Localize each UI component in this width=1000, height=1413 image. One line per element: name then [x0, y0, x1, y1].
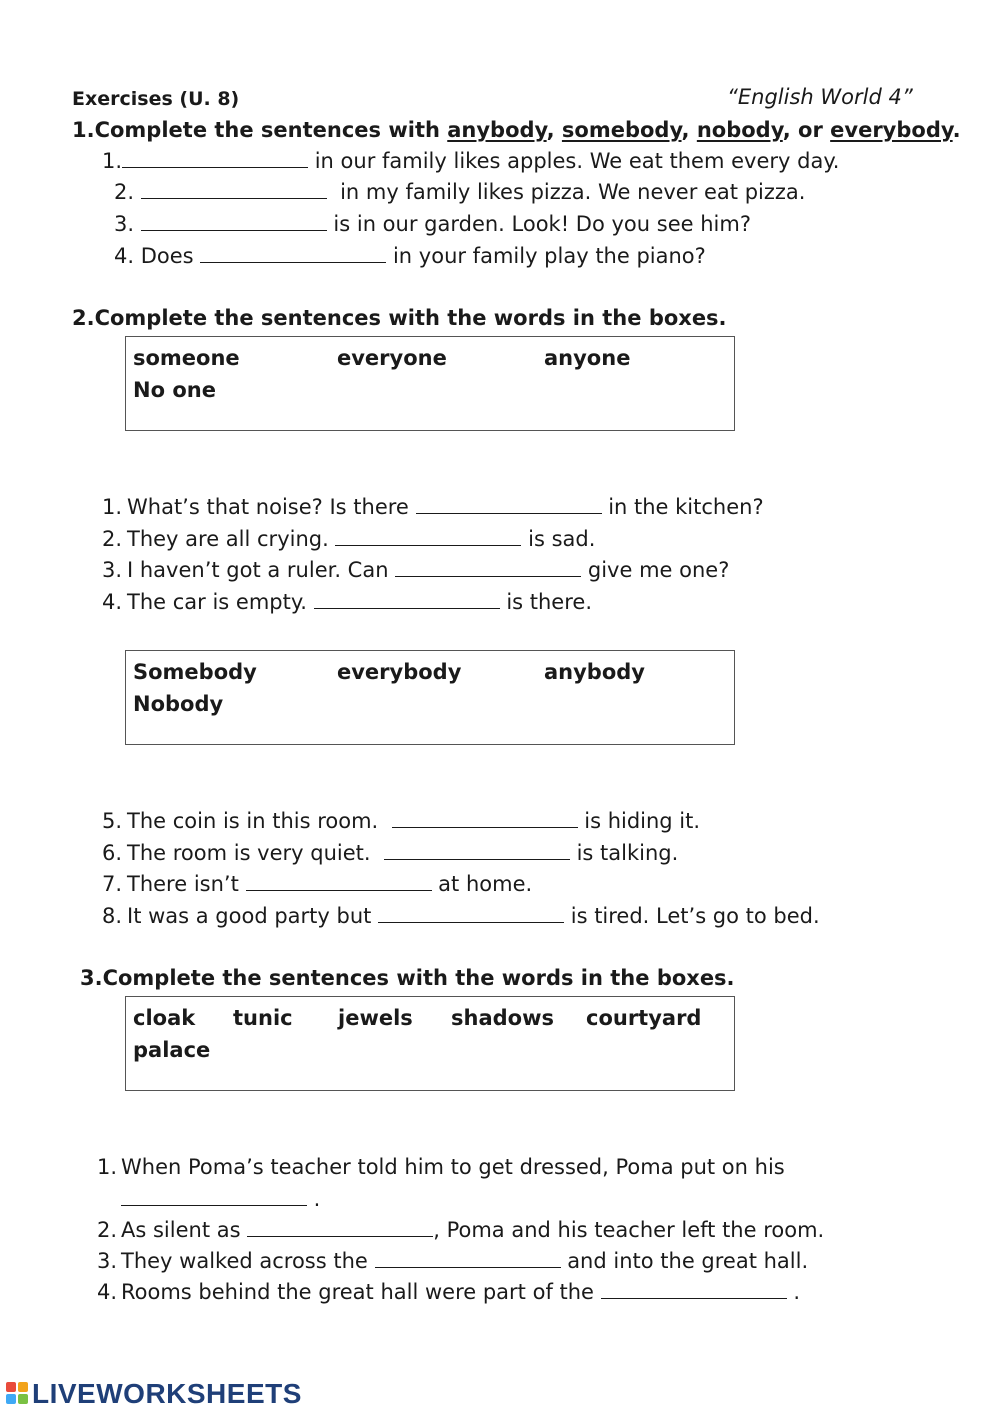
answer-blank[interactable]	[395, 558, 581, 577]
word-box-item: anybody	[544, 660, 645, 684]
logo-square	[18, 1382, 28, 1392]
ex3-sentence: 1. When Poma’s teacher told him to get dressed, Poma put on his	[97, 1155, 785, 1179]
ex3-sentence: 4. Rooms behind the great hall were part of the .	[97, 1280, 801, 1304]
word-box-item: jewels	[338, 1006, 413, 1030]
exercise-header: Exercises (U. 8)	[72, 88, 240, 110]
logo-square	[6, 1394, 16, 1404]
answer-blank[interactable]	[121, 1187, 307, 1206]
liveworksheets-logo[interactable]	[6, 1379, 302, 1409]
word-box-item: Nobody	[133, 692, 224, 716]
answer-blank[interactable]	[378, 904, 564, 923]
logo-square	[18, 1394, 28, 1404]
answer-blank[interactable]	[200, 244, 386, 263]
word-box-item: cloak	[133, 1006, 196, 1030]
word-box-item: anyone	[544, 346, 631, 370]
word-box-item: tunic	[233, 1006, 293, 1030]
answer-blank[interactable]	[601, 1280, 787, 1299]
logo-text: LIVEWORKSHEETS	[32, 1378, 302, 1409]
ex1-sentence: 3. is in our garden. Look! Do you see him?	[114, 212, 751, 236]
ex2-sentence: 6. The room is very quiet. is talking.	[102, 841, 679, 865]
ex2-sentence: 5. The coin is in this room. is hiding it.	[102, 809, 701, 833]
answer-blank[interactable]	[384, 841, 570, 860]
word-box-item: palace	[133, 1038, 211, 1062]
word-box-item: everybody	[337, 660, 462, 684]
word-everybody: everybody	[830, 118, 953, 142]
book-title: “English World 4”	[727, 85, 913, 109]
ex3-sentence: 3. They walked across the and into the great hall.	[97, 1249, 809, 1273]
answer-blank[interactable]	[314, 590, 500, 609]
ex2-sentence: 8. It was a good party but is tired. Let’s go to bed.	[102, 904, 820, 928]
word-box-item: everyone	[337, 346, 447, 370]
logo-grid-icon	[6, 1382, 30, 1406]
ex1-sentence: 1. in our family likes apples. We eat them every day.	[102, 149, 840, 173]
word-nobody: nobody	[696, 118, 783, 142]
word-box-1	[125, 336, 735, 431]
word-box-item: Somebody	[133, 660, 257, 684]
ex3-sentence-continuation: .	[121, 1186, 320, 1212]
exercise-1-title: 1.Complete the sentences with anybody, somebody, nobody, or everybody.	[72, 118, 961, 142]
word-box-2	[125, 650, 735, 745]
exercise-2-title: 2.Complete the sentences with the words in the boxes.	[72, 306, 727, 330]
answer-blank[interactable]	[122, 149, 308, 168]
word-box-item: someone	[133, 346, 240, 370]
word-box-item: shadows	[451, 1006, 554, 1030]
ex1-sentence: 2. in my family likes pizza. We never eat pizza.	[114, 180, 806, 204]
answer-blank[interactable]	[416, 495, 602, 514]
word-box-item: No one	[133, 378, 216, 402]
ex2-sentence: 4. The car is empty. is there.	[102, 590, 592, 614]
ex3-sentence: 2. As silent as , Poma and his teacher left the room.	[97, 1218, 825, 1242]
answer-blank[interactable]	[392, 809, 578, 828]
ex2-sentence: 2. They are all crying. is sad.	[102, 527, 596, 551]
answer-blank[interactable]	[335, 527, 521, 546]
ex1-sentence: 4. Does in your family play the piano?	[114, 244, 706, 268]
answer-blank[interactable]	[141, 180, 327, 199]
word-box-3	[125, 996, 735, 1091]
ex2-sentence: 7. There isn’t at home.	[102, 872, 533, 896]
answer-blank[interactable]	[141, 212, 327, 231]
exercise-3-title: 3.Complete the sentences with the words in the boxes.	[80, 966, 735, 990]
answer-blank[interactable]	[375, 1249, 561, 1268]
word-box-item: courtyard	[586, 1006, 702, 1030]
word-somebody: somebody	[561, 118, 682, 142]
ex2-sentence: 1. What’s that noise? Is there in the kitchen?	[102, 495, 764, 519]
ex2-sentence: 3. I haven’t got a ruler. Can give me one?	[102, 558, 730, 582]
answer-blank[interactable]	[247, 1218, 433, 1237]
answer-blank[interactable]	[246, 872, 432, 891]
word-anybody: anybody	[447, 118, 547, 142]
logo-square	[6, 1382, 16, 1392]
